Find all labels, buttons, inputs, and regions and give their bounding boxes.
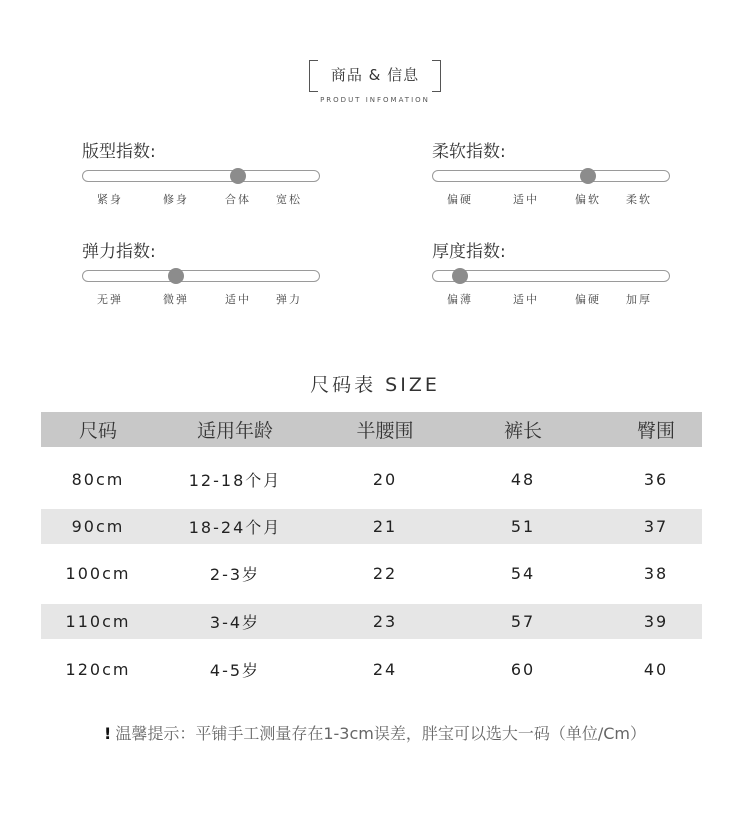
index-tick-label: 合体 — [225, 193, 251, 206]
index-slider-track — [82, 170, 320, 182]
index-tick-label: 修身 — [163, 193, 189, 206]
index-tick-label: 宽松 — [276, 193, 302, 206]
table-cell: 54 — [510, 564, 536, 583]
table-header-row — [41, 412, 702, 447]
index-tick-label: 适中 — [225, 293, 251, 306]
left-bracket-icon — [309, 60, 318, 92]
table-cell: 3-4岁 — [209, 613, 261, 632]
table-cell: 120cm — [65, 660, 131, 679]
table-header-cell: 适用年龄 — [196, 420, 273, 442]
table-header-cell: 臀围 — [636, 420, 675, 442]
warning-icon: ! — [104, 724, 112, 743]
table-header-cell: 裤长 — [503, 420, 542, 442]
right-bracket-icon — [432, 60, 441, 92]
index-ticks — [432, 191, 672, 205]
table-row — [41, 462, 702, 497]
table-cell: 22 — [372, 564, 398, 583]
index-ticks — [82, 291, 322, 305]
table-cell: 39 — [643, 612, 669, 631]
table-cell: 40 — [643, 660, 669, 679]
table-cell: 48 — [510, 470, 536, 489]
index-label: 版型指数: — [82, 142, 156, 162]
table-cell: 80cm — [71, 470, 125, 489]
index-slider-knob — [168, 268, 184, 284]
table-cell: 24 — [372, 660, 398, 679]
index-slider-knob — [230, 168, 246, 184]
table-header-cell: 半腰围 — [356, 420, 414, 442]
table-cell: 21 — [372, 517, 398, 536]
heading-bracket — [309, 60, 441, 90]
table-cell: 12-18个月 — [188, 471, 282, 490]
index-tick-label: 偏硬 — [447, 193, 473, 206]
size-table-title: 尺码表 SIZE — [310, 374, 440, 396]
index-label: 弹力指数: — [82, 242, 156, 262]
table-cell: 4-5岁 — [209, 661, 261, 680]
table-cell: 57 — [510, 612, 536, 631]
index-block — [432, 240, 672, 305]
index-slider-track — [82, 270, 320, 282]
index-slider-knob — [580, 168, 596, 184]
notice — [0, 721, 750, 744]
index-slider-track — [432, 170, 670, 182]
table-cell: 38 — [643, 564, 669, 583]
index-block — [432, 140, 672, 205]
index-tick-label: 适中 — [513, 293, 539, 306]
table-cell: 100cm — [65, 564, 131, 583]
index-tick-label: 紧身 — [97, 193, 123, 206]
table-cell: 110cm — [65, 612, 131, 631]
section-heading — [0, 60, 750, 104]
index-ticks — [432, 291, 672, 305]
index-tick-label: 柔软 — [626, 193, 652, 206]
table-cell: 60 — [510, 660, 536, 679]
index-tick-label: 偏硬 — [575, 293, 601, 306]
table-cell: 18-24个月 — [188, 518, 282, 537]
index-label: 厚度指数: — [432, 242, 506, 262]
table-row — [41, 509, 702, 544]
table-cell: 36 — [643, 470, 669, 489]
table-cell: 20 — [372, 470, 398, 489]
table-cell: 51 — [510, 517, 536, 536]
index-tick-label: 加厚 — [626, 293, 652, 306]
table-cell: 2-3岁 — [209, 565, 261, 584]
index-tick-label: 弹力 — [276, 293, 302, 306]
index-block — [82, 240, 322, 305]
table-cell: 23 — [372, 612, 398, 631]
index-tick-label: 偏软 — [575, 193, 601, 206]
table-header-cell: 尺码 — [78, 420, 117, 442]
table-row — [41, 652, 702, 687]
heading-subtitle: PRODUT INFOMATION — [320, 96, 430, 104]
index-label: 柔软指数: — [432, 142, 506, 162]
notice-text: 温馨提示：平铺手工测量存在1-3cm误差，胖宝可以选大一码（单位/Cm） — [115, 724, 646, 743]
index-block — [82, 140, 322, 205]
index-ticks — [82, 191, 322, 205]
table-cell: 90cm — [71, 517, 125, 536]
index-slider-knob — [452, 268, 468, 284]
index-tick-label: 适中 — [513, 193, 539, 206]
table-row — [41, 604, 702, 639]
index-tick-label: 无弹 — [97, 293, 123, 306]
table-row — [41, 556, 702, 591]
index-tick-label: 偏薄 — [447, 293, 473, 306]
heading-title: 商品 & 信息 — [330, 66, 420, 84]
index-tick-label: 微弹 — [163, 293, 189, 306]
table-cell: 37 — [643, 517, 669, 536]
index-slider-track — [432, 270, 670, 282]
